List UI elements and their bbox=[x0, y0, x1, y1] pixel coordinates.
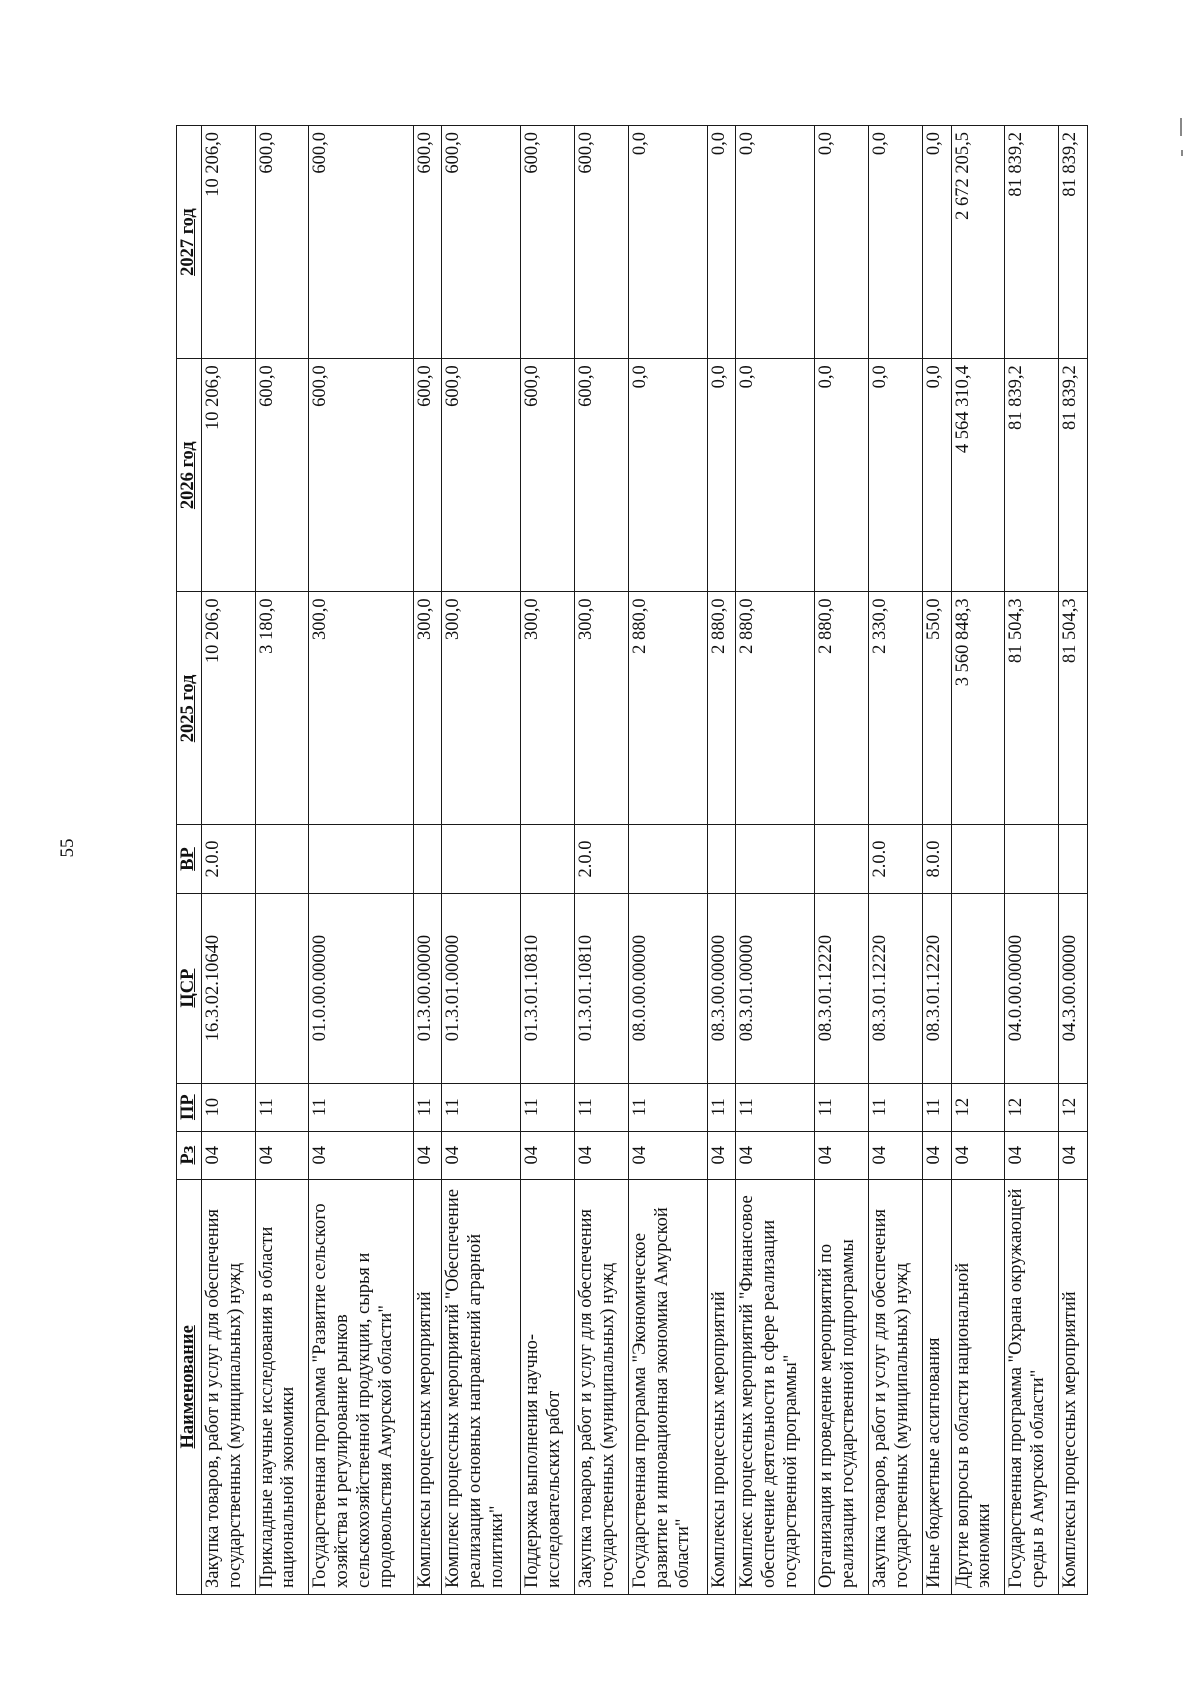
cell-2027: 0,0 bbox=[707, 126, 736, 359]
cell-name: Комплексы процессных мероприятий bbox=[413, 1179, 442, 1594]
cell-rz: 04 bbox=[521, 1131, 575, 1179]
cell-vr: 8.0.0 bbox=[922, 825, 951, 893]
cell-name: Прикладные научные исследования в области национальной экономики bbox=[255, 1179, 309, 1594]
cell-pr: 11 bbox=[413, 1083, 442, 1131]
cell-pr: 11 bbox=[309, 1083, 413, 1131]
cell-2026: 0,0 bbox=[628, 359, 707, 592]
table-row bbox=[201, 126, 255, 1595]
cell-2025: 2 330,0 bbox=[869, 592, 923, 825]
cell-name: Государственная программа "Экономическое развитие и инновационная экономика Амурской области" bbox=[628, 1179, 707, 1594]
table-row bbox=[736, 126, 815, 1595]
cell-2027: 2 672 205,5 bbox=[951, 126, 1005, 359]
cell-2026: 0,0 bbox=[922, 359, 951, 592]
header-2026: 2026 год bbox=[177, 359, 202, 592]
cell-2026: 4 564 310,4 bbox=[951, 359, 1005, 592]
cell-csr: 08.3.01.12220 bbox=[815, 893, 869, 1083]
cell-pr: 11 bbox=[521, 1083, 575, 1131]
header-vr: ВР bbox=[177, 825, 202, 893]
cell-csr: 08.3.00.00000 bbox=[707, 893, 736, 1083]
cell-2026: 0,0 bbox=[707, 359, 736, 592]
cell-name: Иные бюджетные ассигнования bbox=[922, 1179, 951, 1594]
scan-mark bbox=[1181, 150, 1183, 156]
cell-rz: 04 bbox=[413, 1131, 442, 1179]
table-row bbox=[951, 126, 1005, 1595]
cell-csr: 01.3.01.00000 bbox=[442, 893, 521, 1083]
cell-2025: 81 504,3 bbox=[1059, 592, 1088, 825]
cell-rz: 04 bbox=[574, 1131, 628, 1179]
cell-pr: 11 bbox=[707, 1083, 736, 1131]
cell-vr bbox=[628, 825, 707, 893]
cell-2027: 0,0 bbox=[869, 126, 923, 359]
cell-2026: 600,0 bbox=[309, 359, 413, 592]
page-number: 55 bbox=[57, 838, 78, 858]
cell-2026: 10 206,0 bbox=[201, 359, 255, 592]
cell-2026: 81 839,2 bbox=[1005, 359, 1059, 592]
cell-name: Комплексы процессных мероприятий bbox=[707, 1179, 736, 1594]
cell-2027: 600,0 bbox=[309, 126, 413, 359]
cell-rz: 04 bbox=[869, 1131, 923, 1179]
cell-2027: 600,0 bbox=[574, 126, 628, 359]
cell-rz: 04 bbox=[1005, 1131, 1059, 1179]
cell-rz: 04 bbox=[815, 1131, 869, 1179]
cell-vr: 2.0.0 bbox=[574, 825, 628, 893]
cell-name: Закупка товаров, работ и услуг для обеспечения государственных (муниципальных) нужд bbox=[869, 1179, 923, 1594]
cell-name: Государственная программа "Охрана окружающей среды в Амурской области" bbox=[1005, 1179, 1059, 1594]
cell-2025: 3 180,0 bbox=[255, 592, 309, 825]
cell-name: Комплекс процессных мероприятий "Обеспечение реализации основных направлений аграрной политики" bbox=[442, 1179, 521, 1594]
cell-2025: 2 880,0 bbox=[815, 592, 869, 825]
cell-2026: 0,0 bbox=[815, 359, 869, 592]
cell-2025: 2 880,0 bbox=[707, 592, 736, 825]
cell-2027: 10 206,0 bbox=[201, 126, 255, 359]
table-row bbox=[628, 126, 707, 1595]
scan-mark bbox=[1180, 118, 1182, 136]
cell-csr: 16.3.02.10640 bbox=[201, 893, 255, 1083]
cell-rz: 04 bbox=[255, 1131, 309, 1179]
cell-name: Поддержка выполнения научно-исследовательских работ bbox=[521, 1179, 575, 1594]
cell-name: Комплексы процессных мероприятий bbox=[1059, 1179, 1088, 1594]
cell-2025: 300,0 bbox=[574, 592, 628, 825]
table-row bbox=[255, 126, 309, 1595]
cell-2026: 0,0 bbox=[869, 359, 923, 592]
header-2025: 2025 год bbox=[177, 592, 202, 825]
table-row bbox=[1059, 126, 1088, 1595]
table-row bbox=[574, 126, 628, 1595]
cell-pr: 11 bbox=[442, 1083, 521, 1131]
cell-2025: 2 880,0 bbox=[628, 592, 707, 825]
cell-2026: 600,0 bbox=[255, 359, 309, 592]
cell-name: Другие вопросы в области национальной экономики bbox=[951, 1179, 1005, 1594]
cell-2026: 600,0 bbox=[521, 359, 575, 592]
table-row bbox=[869, 126, 923, 1595]
cell-vr bbox=[309, 825, 413, 893]
cell-vr bbox=[707, 825, 736, 893]
header-2027: 2027 год bbox=[177, 126, 202, 359]
cell-rz: 04 bbox=[628, 1131, 707, 1179]
cell-name: Организация и проведение мероприятий по реализации государственной подпрограммы bbox=[815, 1179, 869, 1594]
cell-2027: 0,0 bbox=[736, 126, 815, 359]
table-row bbox=[442, 126, 521, 1595]
header-csr: ЦСР bbox=[177, 893, 202, 1083]
cell-2025: 2 880,0 bbox=[736, 592, 815, 825]
cell-name: Закупка товаров, работ и услуг для обеспечения государственных (муниципальных) нужд bbox=[574, 1179, 628, 1594]
cell-2027: 0,0 bbox=[628, 126, 707, 359]
cell-csr bbox=[951, 893, 1005, 1083]
cell-rz: 04 bbox=[201, 1131, 255, 1179]
cell-2025: 300,0 bbox=[521, 592, 575, 825]
cell-vr bbox=[951, 825, 1005, 893]
cell-vr bbox=[736, 825, 815, 893]
table-body bbox=[201, 126, 1087, 1595]
cell-name: Комплекс процессных мероприятий "Финансовое обеспечение деятельности в сфере реализации государственной программы" bbox=[736, 1179, 815, 1594]
cell-2025: 550,0 bbox=[922, 592, 951, 825]
cell-pr: 11 bbox=[922, 1083, 951, 1131]
cell-pr: 12 bbox=[1005, 1083, 1059, 1131]
table-row bbox=[413, 126, 442, 1595]
cell-pr: 12 bbox=[1059, 1083, 1088, 1131]
cell-vr: 2.0.0 bbox=[201, 825, 255, 893]
cell-2026: 600,0 bbox=[442, 359, 521, 592]
cell-2025: 3 560 848,3 bbox=[951, 592, 1005, 825]
cell-pr: 12 bbox=[951, 1083, 1005, 1131]
cell-pr: 11 bbox=[255, 1083, 309, 1131]
cell-vr bbox=[442, 825, 521, 893]
table-header-row bbox=[177, 126, 202, 1595]
cell-csr: 08.3.01.12220 bbox=[869, 893, 923, 1083]
cell-csr: 01.3.01.10810 bbox=[574, 893, 628, 1083]
cell-csr: 01.3.01.10810 bbox=[521, 893, 575, 1083]
table-row bbox=[1005, 126, 1059, 1595]
table-row bbox=[707, 126, 736, 1595]
cell-rz: 04 bbox=[442, 1131, 521, 1179]
budget-table bbox=[176, 125, 1088, 1595]
cell-vr bbox=[815, 825, 869, 893]
cell-2025: 300,0 bbox=[309, 592, 413, 825]
cell-vr bbox=[413, 825, 442, 893]
cell-pr: 11 bbox=[869, 1083, 923, 1131]
cell-2025: 81 504,3 bbox=[1005, 592, 1059, 825]
cell-2026: 600,0 bbox=[574, 359, 628, 592]
cell-2025: 300,0 bbox=[413, 592, 442, 825]
cell-rz: 04 bbox=[1059, 1131, 1088, 1179]
cell-csr bbox=[255, 893, 309, 1083]
cell-csr: 01.3.00.00000 bbox=[413, 893, 442, 1083]
rotated-table-container bbox=[176, 125, 1088, 1595]
cell-vr bbox=[255, 825, 309, 893]
cell-name: Государственная программа "Развитие сельского хозяйства и регулирование рынков сельскохозяйственной продукции, сырья и продовольствия Амурской области" bbox=[309, 1179, 413, 1594]
cell-rz: 04 bbox=[922, 1131, 951, 1179]
cell-2027: 600,0 bbox=[413, 126, 442, 359]
cell-rz: 04 bbox=[951, 1131, 1005, 1179]
cell-pr: 11 bbox=[574, 1083, 628, 1131]
table-row bbox=[309, 126, 413, 1595]
cell-2027: 0,0 bbox=[815, 126, 869, 359]
cell-pr: 11 bbox=[815, 1083, 869, 1131]
cell-2027: 600,0 bbox=[442, 126, 521, 359]
cell-2025: 300,0 bbox=[442, 592, 521, 825]
cell-csr: 08.0.00.00000 bbox=[628, 893, 707, 1083]
header-rz: Рз bbox=[177, 1131, 202, 1179]
cell-csr: 04.0.00.00000 bbox=[1005, 893, 1059, 1083]
table-row bbox=[521, 126, 575, 1595]
header-pr: ПР bbox=[177, 1083, 202, 1131]
cell-pr: 11 bbox=[628, 1083, 707, 1131]
table-row bbox=[815, 126, 869, 1595]
cell-2026: 0,0 bbox=[736, 359, 815, 592]
cell-vr bbox=[1005, 825, 1059, 893]
cell-rz: 04 bbox=[707, 1131, 736, 1179]
cell-csr: 08.3.01.12220 bbox=[922, 893, 951, 1083]
cell-csr: 08.3.01.00000 bbox=[736, 893, 815, 1083]
cell-2027: 81 839,2 bbox=[1059, 126, 1088, 359]
table-row bbox=[922, 126, 951, 1595]
cell-pr: 11 bbox=[736, 1083, 815, 1131]
cell-vr bbox=[521, 825, 575, 893]
cell-2027: 600,0 bbox=[255, 126, 309, 359]
cell-vr: 2.0.0 bbox=[869, 825, 923, 893]
cell-2027: 81 839,2 bbox=[1005, 126, 1059, 359]
cell-2026: 600,0 bbox=[413, 359, 442, 592]
cell-2026: 81 839,2 bbox=[1059, 359, 1088, 592]
cell-vr bbox=[1059, 825, 1088, 893]
cell-csr: 04.3.00.00000 bbox=[1059, 893, 1088, 1083]
cell-rz: 04 bbox=[736, 1131, 815, 1179]
cell-2027: 0,0 bbox=[922, 126, 951, 359]
cell-rz: 04 bbox=[309, 1131, 413, 1179]
cell-csr: 01.0.00.00000 bbox=[309, 893, 413, 1083]
header-name: Наименование bbox=[177, 1179, 202, 1594]
cell-pr: 10 bbox=[201, 1083, 255, 1131]
cell-2025: 10 206,0 bbox=[201, 592, 255, 825]
cell-name: Закупка товаров, работ и услуг для обеспечения государственных (муниципальных) нужд bbox=[201, 1179, 255, 1594]
cell-2027: 600,0 bbox=[521, 126, 575, 359]
